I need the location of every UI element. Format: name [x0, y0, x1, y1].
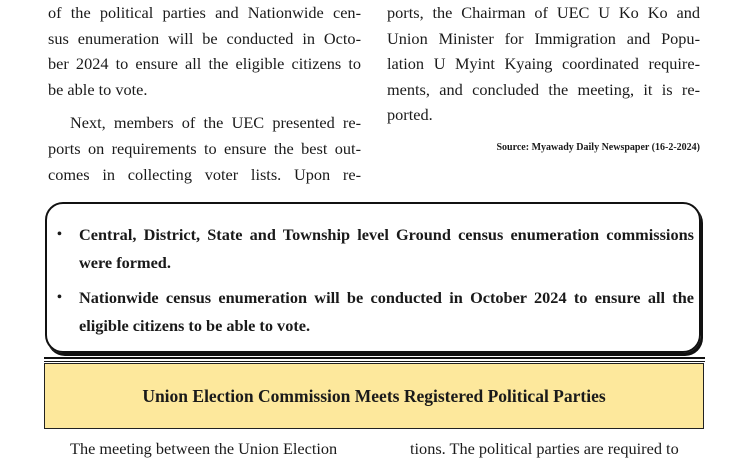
left-column-top [48, 0, 361, 187]
bullet-icon: • [57, 227, 62, 242]
right-column-top [387, 0, 700, 128]
source-citation: Source: Myawady Daily Newspaper (16-2-2024) [496, 142, 700, 153]
highlight-text: Central, District, State and Township level Ground census enumeration commissions were formed. [79, 225, 694, 272]
text-line: ported. [387, 105, 433, 125]
text-line: Union Minister for Immigration and Popu- [387, 28, 700, 48]
section-banner [44, 363, 704, 429]
paragraph-next [48, 110, 361, 187]
text-line: ports on requirements to ensure the best out- [48, 138, 361, 158]
divider-thin [44, 361, 705, 362]
highlight-item [57, 284, 694, 340]
text-line: ber 2024 to ensure all the eligible citizens to [48, 54, 361, 74]
divider-thick [44, 357, 705, 359]
text-line: lation U Myint Kyaing coordinated require- [387, 54, 700, 74]
text-line: The meeting between the Union Election [70, 439, 338, 458]
paragraph-continued [48, 0, 361, 102]
text-line: ments, and concluded the meeting, it is re- [387, 79, 700, 99]
highlight-box [45, 202, 701, 353]
text-line: sus enumeration will be conducted in Octo- [48, 28, 361, 48]
left-column-bottom [48, 436, 361, 462]
section-title: Union Election Commission Meets Registered Political Parties [142, 385, 606, 406]
highlight-item [57, 221, 694, 277]
text-line: of the political parties and Nationwide cen- [48, 3, 361, 22]
text-line: tions. The political parties are required to [410, 439, 679, 458]
text-line: comes in collecting voter lists. Upon re- [48, 164, 361, 184]
text-line: Next, members of the UEC presented re- [70, 113, 361, 133]
text-line: be able to vote. [48, 79, 148, 99]
text-line: ports, the Chairman of UEC U Ko Ko and [387, 3, 700, 22]
paragraph-continued [387, 0, 700, 128]
bullet-icon: • [57, 290, 62, 305]
right-column-bottom [410, 436, 700, 462]
highlight-text: Nationwide census enumeration will be conducted in October 2024 to ensure all the eligible citizens to be able to vote. [79, 288, 694, 335]
